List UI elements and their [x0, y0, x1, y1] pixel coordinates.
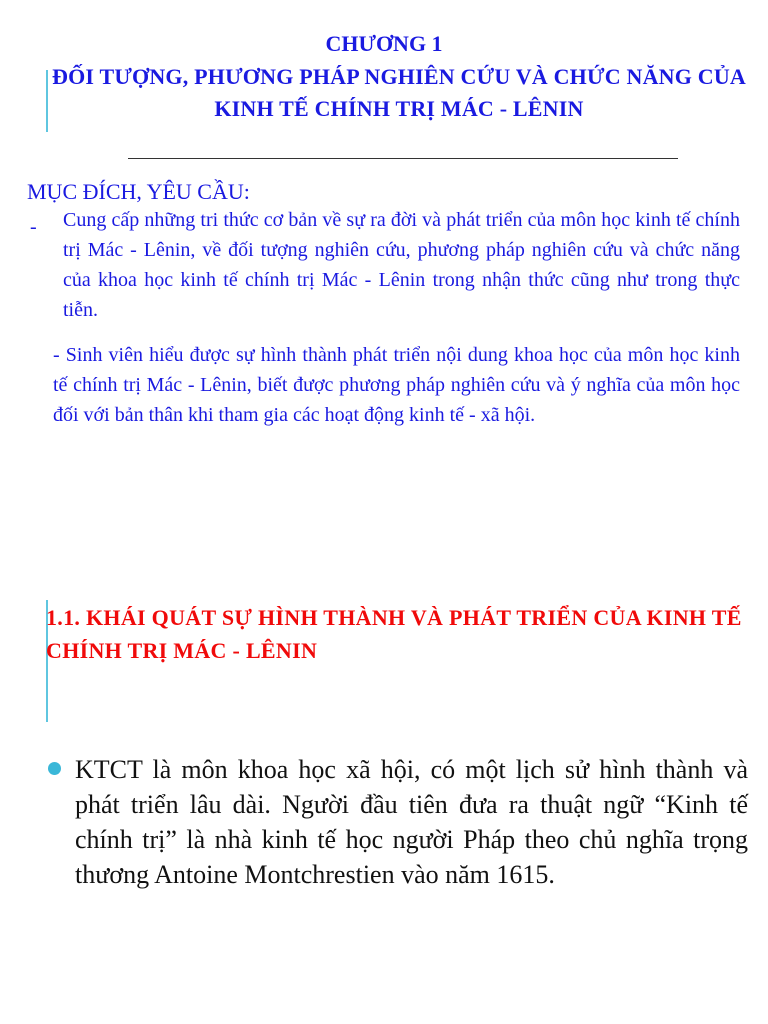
subsection-title: 1.1. KHÁI QUÁT SỰ HÌNH THÀNH VÀ PHÁT TRIỂN CỦA KINH TẾ CHÍNH TRỊ MÁC - LÊNIN — [46, 605, 742, 663]
purpose-paragraph-2: - Sinh viên hiểu được sự hình thành phát triển nội dung khoa học của môn học kinh tế chính trị Mác - Lênin, biết được phương pháp nghiên cứu và ý nghĩa của môn học đối với bản thân khi tham gia các hoạt động kinh tế - xã hội. — [53, 344, 740, 426]
slide-2 — [0, 512, 768, 1024]
dash-bullet-marker: - — [30, 216, 37, 238]
section-heading: MỤC ĐÍCH, YÊU CẦU: — [27, 179, 250, 204]
bullet-dot-icon — [48, 762, 61, 775]
purpose-paragraph-1: Cung cấp những tri thức cơ bản về sự ra đời và phát triển của môn học kinh tế chính trị Mác - Lênin, về đối tượng nghiên cứu, phương pháp nghiên cứu và chức năng của khoa học kinh tế chính trị Mác - Lênin trong nhận thức cũng như trong thực tiễn. — [63, 209, 740, 321]
chapter-title: ĐỐI TƯỢNG, PHƯƠNG PHÁP NGHIÊN CỨU VÀ CHỨC NĂNG CỦA KINH TẾ CHÍNH TRỊ MÁC - LÊNIN — [51, 64, 747, 121]
chapter-label: CHƯƠNG 1 — [325, 31, 443, 56]
title-divider — [128, 158, 678, 159]
body-paragraph: KTCT là môn khoa học xã hội, có một lịch sử hình thành và phát triển lâu dài. Người đầu tiên đưa ra thuật ngữ “Kinh tế chính trị” là nhà kinh tế học người Pháp theo chủ nghĩa trọng thương Antoine Montchrestien vào năm 1615. — [75, 755, 748, 889]
